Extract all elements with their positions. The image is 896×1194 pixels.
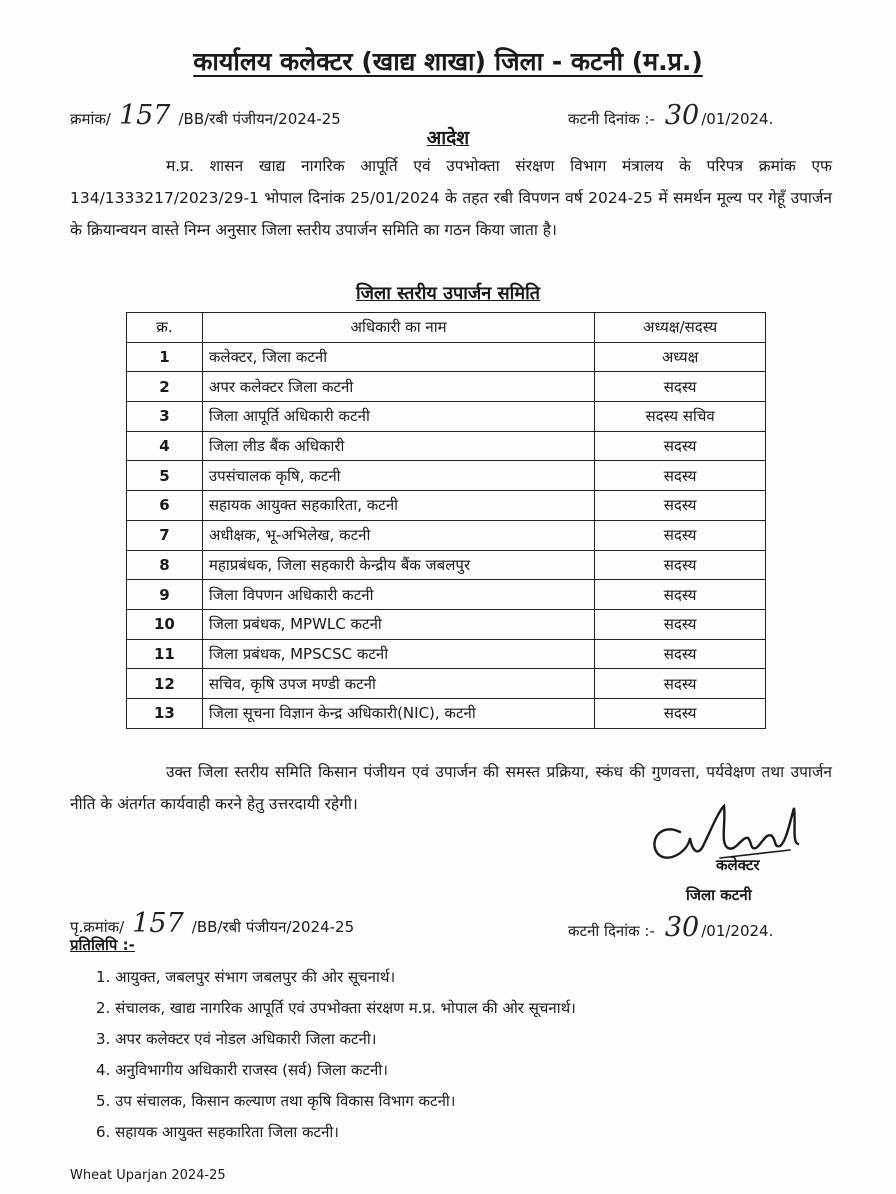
officer-name: जिला आपूर्ति अधिकारी कटनी (202, 402, 594, 432)
list-item: 2. संचालक, खाद्य नागरिक आपूर्ति एवं उपभोक्ता संरक्षण म.प्र. भोपाल की ओर सूचनार्थ। (96, 999, 576, 1017)
officer-name: अधीक्षक, भू-अभिलेख, कटनी (202, 520, 594, 550)
column-header-role: अध्यक्ष/सदस्य (595, 313, 766, 343)
officer-role: सदस्य (595, 669, 766, 699)
row-number: 2 (127, 372, 203, 402)
ref-number-handwritten: 157 (118, 100, 171, 131)
list-item: 5. उप संचालक, किसान कल्याण तथा कृषि विकास विभाग कटनी। (96, 1092, 456, 1110)
row-number: 12 (127, 669, 203, 699)
officer-name: जिला प्रबंधक, MPWLC कटनी (202, 609, 594, 639)
row-number: 11 (127, 639, 203, 669)
signatory-designation: कलेक्टर (716, 856, 760, 874)
table-row (127, 639, 766, 669)
endorsement-ref-suffix: /BB/रबी पंजीयन/2024-25 (191, 918, 355, 936)
footer-caption: Wheat Uparjan 2024-25 (70, 1168, 226, 1183)
officer-role: सदस्य (595, 372, 766, 402)
officer-name: सचिव, कृषि उपज मण्डी कटनी (202, 669, 594, 699)
officer-role: सदस्य (595, 609, 766, 639)
list-item: 4. अनुविभागीय अधिकारी राजस्व (सर्व) जिला कटनी। (96, 1061, 388, 1079)
table-row (127, 431, 766, 461)
endorsement-date (568, 912, 828, 943)
table-row (127, 550, 766, 580)
officer-role: अध्यक्ष (595, 342, 766, 372)
date-rest: /01/2024. (701, 110, 774, 128)
order-heading: आदेश (426, 127, 470, 149)
table-row (127, 461, 766, 491)
table-row (127, 609, 766, 639)
row-number: 9 (127, 580, 203, 610)
table-row (127, 698, 766, 728)
committee-table (126, 312, 766, 729)
row-number: 5 (127, 461, 203, 491)
row-number: 10 (127, 609, 203, 639)
officer-name: जिला विपणन अधिकारी कटनी (202, 580, 594, 610)
copy-to-heading: प्रतिलिपि :- (70, 936, 135, 954)
officer-name: अपर कलेक्टर जिला कटनी (202, 372, 594, 402)
row-number: 6 (127, 491, 203, 521)
officer-name: सहायक आयुक्त सहकारिता, कटनी (202, 491, 594, 521)
office-title: कार्यालय कलेक्टर (खाद्य शाखा) जिला - कटनी (म.प्र.) (193, 47, 703, 76)
officer-role: सदस्य (595, 698, 766, 728)
officer-role: सदस्य (595, 431, 766, 461)
endorsement-date-rest: /01/2024. (701, 922, 774, 940)
row-number: 7 (127, 520, 203, 550)
row-number: 13 (127, 698, 203, 728)
committee-title: जिला स्तरीय उपार्जन समिति (355, 283, 541, 304)
date-handwritten: 30 (664, 100, 700, 131)
table-row (127, 580, 766, 610)
table-row (127, 372, 766, 402)
officer-role: सदस्य (595, 639, 766, 669)
row-number: 4 (127, 431, 203, 461)
date-label: कटनी दिनांक :- (568, 110, 655, 128)
list-item: 1. आयुक्त, जबलपुर संभाग जबलपुर की ओर सूचनार्थ। (96, 968, 396, 986)
table-row (127, 342, 766, 372)
officer-role: सदस्य (595, 580, 766, 610)
officer-role: सदस्य (595, 461, 766, 491)
column-header-officer: अधिकारी का नाम (202, 313, 594, 343)
table-header-row (127, 313, 766, 343)
table-row (127, 491, 766, 521)
order-body: म.प्र. शासन खाद्य नागरिक आपूर्ति एवं उपभोक्ता संरक्षण विभाग मंत्रालय के परिपत्र क्रमांक एफ 134/1333217/2023/29-1 भोपाल दिनांक 25/01/2024 के तहत रबी विपणन वर्ष 2024-25 में समर्थन मूल्य पर गेहूँ उपार्जन के क्रियान्वयन वास्ते निम्न अनुसार जिला स्तरीय उपार्जन समिति का गठन किया जाता है। (70, 157, 832, 239)
officer-name: जिला प्रबंधक, MPSCSC कटनी (202, 639, 594, 669)
ref-suffix: /BB/रबी पंजीयन/2024-25 (178, 110, 341, 128)
list-item: 3. अपर कलेक्टर एवं नोडल अधिकारी जिला कटनी। (96, 1030, 377, 1048)
endorsement-ref-number-handwritten: 157 (132, 908, 184, 939)
officer-role: सदस्य (595, 550, 766, 580)
officer-name: जिला लीड बैंक अधिकारी (202, 431, 594, 461)
officer-name: जिला सूचना विज्ञान केन्द्र अधिकारी(NIC), कटनी (202, 698, 594, 728)
officer-role: सदस्य सचिव (595, 402, 766, 432)
table-row (127, 520, 766, 550)
row-number: 8 (127, 550, 203, 580)
closing-paragraph: उक्त जिला स्तरीय समिति किसान पंजीयन एवं उपार्जन की समस्त प्रक्रिया, स्कंध की गुणवत्ता, पर्यवेक्षण तथा उपार्जन नीति के अंतर्गत कार्यवाही करने हेतु उत्तरदायी रहेगी। (70, 763, 832, 813)
table-row (127, 669, 766, 699)
endorsement-date-handwritten: 30 (664, 912, 700, 943)
row-number: 1 (127, 342, 203, 372)
officer-name: कलेक्टर, जिला कटनी (202, 342, 594, 372)
officer-name: महाप्रबंधक, जिला सहकारी केन्द्रीय बैंक जबलपुर (202, 550, 594, 580)
endorsement-date-label: कटनी दिनांक :- (568, 922, 655, 940)
column-header-number: क्र. (127, 313, 203, 343)
signatory-district: जिला कटनी (686, 886, 752, 904)
list-item: 6. सहायक आयुक्त सहकारिता जिला कटनी। (96, 1123, 339, 1141)
table-row (127, 402, 766, 432)
copy-to-list (96, 962, 576, 1148)
officer-name: उपसंचालक कृषि, कटनी (202, 461, 594, 491)
officer-role: सदस्य (595, 520, 766, 550)
endorsement-ref-prefix: पृ.क्रमांक/ (70, 918, 125, 936)
ref-prefix: क्रमांक/ (70, 110, 111, 128)
row-number: 3 (127, 402, 203, 432)
officer-role: सदस्य (595, 491, 766, 521)
